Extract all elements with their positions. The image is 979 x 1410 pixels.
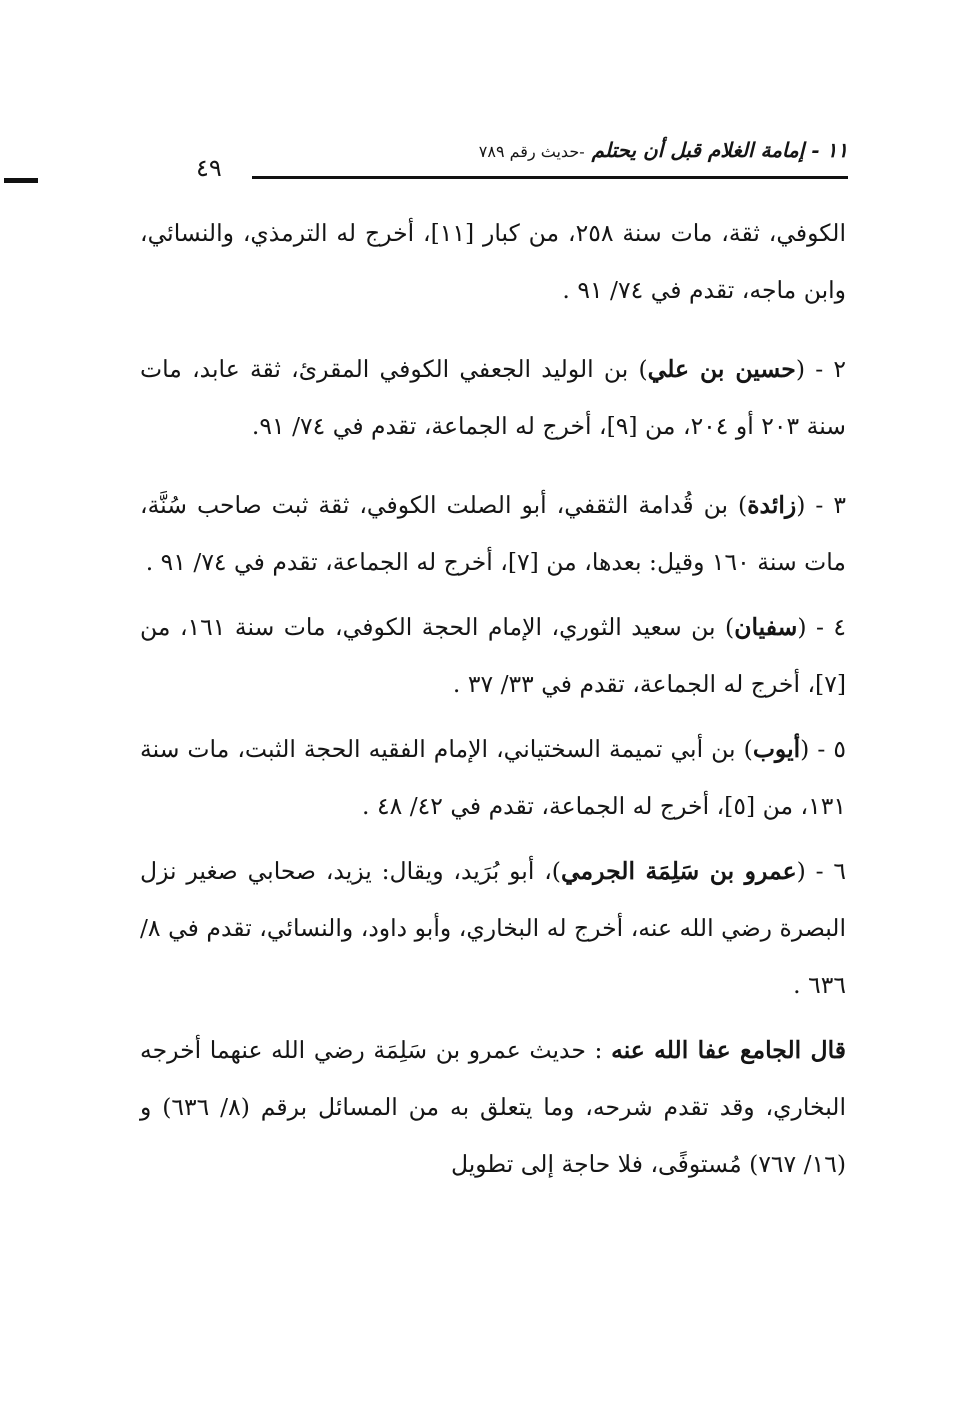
entry-text: ) بن الوليد الجعفي الكوفي المقرئ، ثقة عابد، مات سنة ٢٠٣ أو ٢٠٤، من [٩]، أخرج له الجماعة، تقدم في ٧٤/ ٩١. bbox=[140, 355, 846, 440]
narrator-entry-6 bbox=[140, 843, 846, 1014]
header-rule bbox=[252, 176, 848, 179]
paragraph-continuation bbox=[140, 205, 846, 319]
entry-number: ٦ - ( bbox=[796, 857, 846, 885]
entry-text: ) بن سعيد الثوري، الإمام الحجة الكوفي، مات سنة ١٦١، من [٧]، أخرج له الجماعة، تقدم في ٣٣/ ٣٧ . bbox=[140, 613, 846, 698]
entry-number: ٣ - ( bbox=[796, 491, 846, 519]
compiler-note-text: : حديث عمرو بن سَلِمَة رضي الله عنهما أخرجه البخاري، وقد تقدم شرحه، وما يتعلق به من المسائل برقم (٨/ ٦٣٦) و (١٦/ ٧٦٧) مُستوفًى، فلا حاجة إلى تطويل bbox=[140, 1036, 846, 1178]
compiler-note-heading: قال الجامع عفا الله عنه bbox=[611, 1036, 846, 1064]
entry-text: ) بن قُدامة الثقفي، أبو الصلت الكوفي، ثقة ثبت صاحب سُنَّة، مات سنة ١٦٠ وقيل: بعدها، من [٧]، أخرج له الجماعة، تقدم في ٧٤/ ٩١ . bbox=[140, 491, 846, 576]
narrator-name: عمرو بن سَلِمَة الجرمي bbox=[560, 857, 797, 885]
entry-text: ) بن أبي تميمة السختياني، الإمام الفقيه الحجة الثبت، مات سنة ١٣١، من [٥]، أخرج له الجماعة، تقدم في ٤٢/ ٤٨ . bbox=[140, 735, 846, 820]
compiler-note bbox=[140, 1022, 846, 1193]
narrator-name: سفيان bbox=[734, 613, 798, 641]
page-number: ٤٩ bbox=[196, 154, 222, 182]
narrator-entry-2 bbox=[140, 341, 846, 455]
body-text bbox=[140, 205, 846, 1201]
narrator-name: زائدة bbox=[747, 491, 797, 519]
entry-number: ٤ - ( bbox=[797, 613, 846, 641]
entry-number: ٢ - ( bbox=[795, 355, 846, 383]
narrator-name: أيوب bbox=[752, 735, 801, 763]
narrator-entry-5 bbox=[140, 721, 846, 835]
running-title bbox=[479, 138, 848, 162]
narrator-entry-4 bbox=[140, 599, 846, 713]
entry-number: ٥ - ( bbox=[800, 735, 846, 763]
running-title-subtitle: -حديث رقم ٧٨٩ bbox=[478, 142, 585, 161]
narrator-name: حسين بن علي bbox=[647, 355, 796, 383]
entry-text: )، أبو بُرَيد، ويقال: يزيد، صحابي صغير نزل البصرة رضي الله عنه، أخرج له البخاري، وأبو داود، والنسائي، تقدم في ٨/ ٦٣٦ . bbox=[140, 857, 846, 999]
paragraph-text: الكوفي، ثقة، مات سنة ٢٥٨، من كبار [١١]، أخرج له الترمذي، والنسائي، وابن ماجه، تقدم في ٧٤/ ٩١ . bbox=[140, 219, 846, 304]
header-dash bbox=[4, 178, 38, 183]
narrator-entry-3 bbox=[140, 477, 846, 591]
running-title-text: ١١ - إمامة الغلام قبل أن يحتلم bbox=[591, 138, 848, 162]
